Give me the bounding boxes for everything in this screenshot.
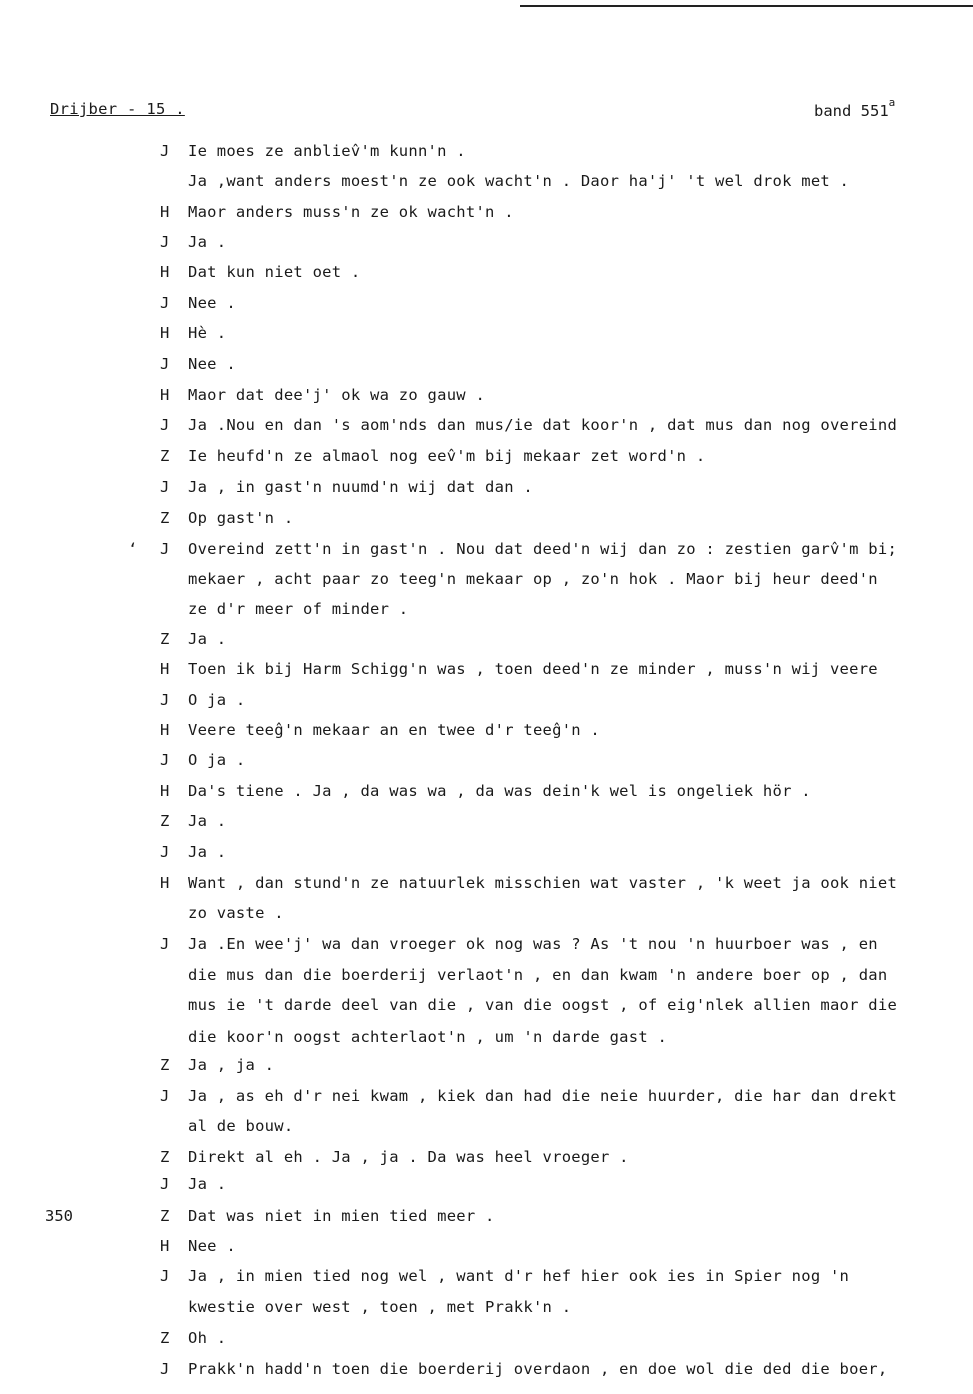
speaker-label: J [160, 935, 170, 953]
dialogue-line: Ja ,want anders moest'n ze ook wacht'n . Daor ha'j' 't wel drok met . [188, 172, 850, 190]
speaker-label: H [160, 874, 170, 892]
dialogue-line: kwestie over west , toen , met Prakk'n . [188, 1298, 572, 1316]
margin-mark: ‘ [128, 540, 138, 558]
dialogue-line: Nee . [188, 294, 236, 312]
speaker-label: J [160, 843, 170, 861]
page-header-left: Drijber - 15 . [50, 100, 185, 118]
speaker-label: H [160, 324, 170, 342]
speaker-label: Z [160, 509, 170, 527]
dialogue-line: Ie moes ze anbliev̂'m kunn'n . [188, 142, 466, 160]
speaker-label: J [160, 142, 170, 160]
speaker-label: H [160, 203, 170, 221]
dialogue-line: die koor'n oogst achterlaot'n , um 'n darde gast . [188, 1028, 668, 1046]
dialogue-line: Maor dat dee'j' ok wa zo gauw . [188, 386, 486, 404]
dialogue-line: Toen ik bij Harm Schigg'n was , toen deed'n ze minder , muss'n wij veere [188, 660, 878, 678]
speaker-label: J [160, 1175, 170, 1193]
speaker-label: J [160, 233, 170, 251]
speaker-label: Z [160, 1056, 170, 1074]
dialogue-line: Ja , in gast'n nuumd'n wij dat dan . [188, 478, 533, 496]
dialogue-line: Ja . [188, 233, 227, 251]
speaker-label: Z [160, 1329, 170, 1347]
dialogue-line: mus ie 't darde deel van die , van die oogst , of eig'nlek allien maor die [188, 996, 898, 1014]
speaker-label: Z [160, 447, 170, 465]
dialogue-line: Ja , ja . [188, 1056, 275, 1074]
dialogue-line: Maor anders muss'n ze ok wacht'n . [188, 203, 514, 221]
speaker-label: J [160, 751, 170, 769]
dialogue-line: Nee . [188, 1237, 236, 1255]
speaker-label: J [160, 1267, 170, 1285]
dialogue-line: Veere teeĝ'n mekaar an en twee d'r teeĝ'n . [188, 721, 601, 739]
dialogue-line: Ja . [188, 812, 227, 830]
speaker-label: H [160, 386, 170, 404]
dialogue-line: Ja .En wee'j' wa dan vroeger ok nog was ? As 't nou 'n huurboer was , en [188, 935, 878, 953]
speaker-label: H [160, 660, 170, 678]
speaker-label: Z [160, 1207, 170, 1225]
speaker-label: Z [160, 630, 170, 648]
dialogue-line: Oh . [188, 1329, 227, 1347]
dialogue-line: ze d'r meer of minder . [188, 600, 409, 618]
speaker-label: J [160, 540, 170, 558]
dialogue-line: Da's tiene . Ja , da was wa , da was dein'k wel is ongeliek hör . [188, 782, 811, 800]
dialogue-line: Ja . [188, 1175, 227, 1193]
speaker-label: J [160, 691, 170, 709]
margin-line-number: 350 [45, 1207, 73, 1225]
speaker-label: H [160, 782, 170, 800]
speaker-label: H [160, 721, 170, 739]
speaker-label: J [160, 355, 170, 373]
dialogue-line: Ja .Nou en dan 's aom'nds dan mus/ie dat koor'n , dat mus dan nog overeind [188, 416, 898, 434]
dialogue-line: Prakk'n hadd'n toen die boerderij overdaon , en doe wol die ded die boer, [188, 1360, 888, 1378]
dialogue-line: Op gast'n . [188, 509, 294, 527]
speaker-label: Z [160, 1148, 170, 1166]
speaker-label: J [160, 416, 170, 434]
dialogue-line: O ja . [188, 691, 246, 709]
dialogue-line: Overeind zett'n in gast'n . Nou dat deed'n wij dan zo : zestien garv̂'m bi; [188, 540, 898, 558]
dialogue-line: Ja , in mien tied nog wel , want d'r hef hier ook ies in Spier nog 'n [188, 1267, 850, 1285]
dialogue-line: Ja . [188, 843, 227, 861]
dialogue-line: Ja . [188, 630, 227, 648]
speaker-label: J [160, 478, 170, 496]
speaker-label: J [160, 1087, 170, 1105]
speaker-label: Z [160, 812, 170, 830]
dialogue-line: Direkt al eh . Ja , ja . Da was heel vroeger . [188, 1148, 629, 1166]
dialogue-line: O ja . [188, 751, 246, 769]
speaker-label: J [160, 294, 170, 312]
speaker-label: J [160, 1360, 170, 1378]
tape-side-superscript: a [888, 96, 896, 109]
speaker-label: H [160, 263, 170, 281]
dialogue-line: Dat was niet in mien tied meer . [188, 1207, 495, 1225]
dialogue-line: die mus dan die boerderij verlaot'n , en dan kwam 'n andere boer op , dan [188, 966, 888, 984]
dialogue-line: zo vaste . [188, 904, 284, 922]
dialogue-line: mekaer , acht paar zo teeg'n mekaar op , zo'n hok . Maor bij heur deed'n [188, 570, 878, 588]
top-rule-line [520, 5, 973, 7]
speaker-label: H [160, 1237, 170, 1255]
dialogue-line: Nee . [188, 355, 236, 373]
dialogue-line: Want , dan stund'n ze natuurlek misschien wat vaster , 'k weet ja ook niet [188, 874, 898, 892]
dialogue-line: Ie heufd'n ze almaol nog eev̂'m bij mekaar zet word'n . [188, 447, 706, 465]
dialogue-line: al de bouw. [188, 1117, 294, 1135]
page-header-right [814, 96, 896, 121]
tape-number: band 551 [814, 102, 889, 121]
dialogue-line: Ja , as eh d'r nei kwam , kiek dan had die neie huurder, die har dan drekt [188, 1087, 898, 1105]
dialogue-line: Dat kun niet oet . [188, 263, 361, 281]
dialogue-line: Hè . [188, 324, 227, 342]
